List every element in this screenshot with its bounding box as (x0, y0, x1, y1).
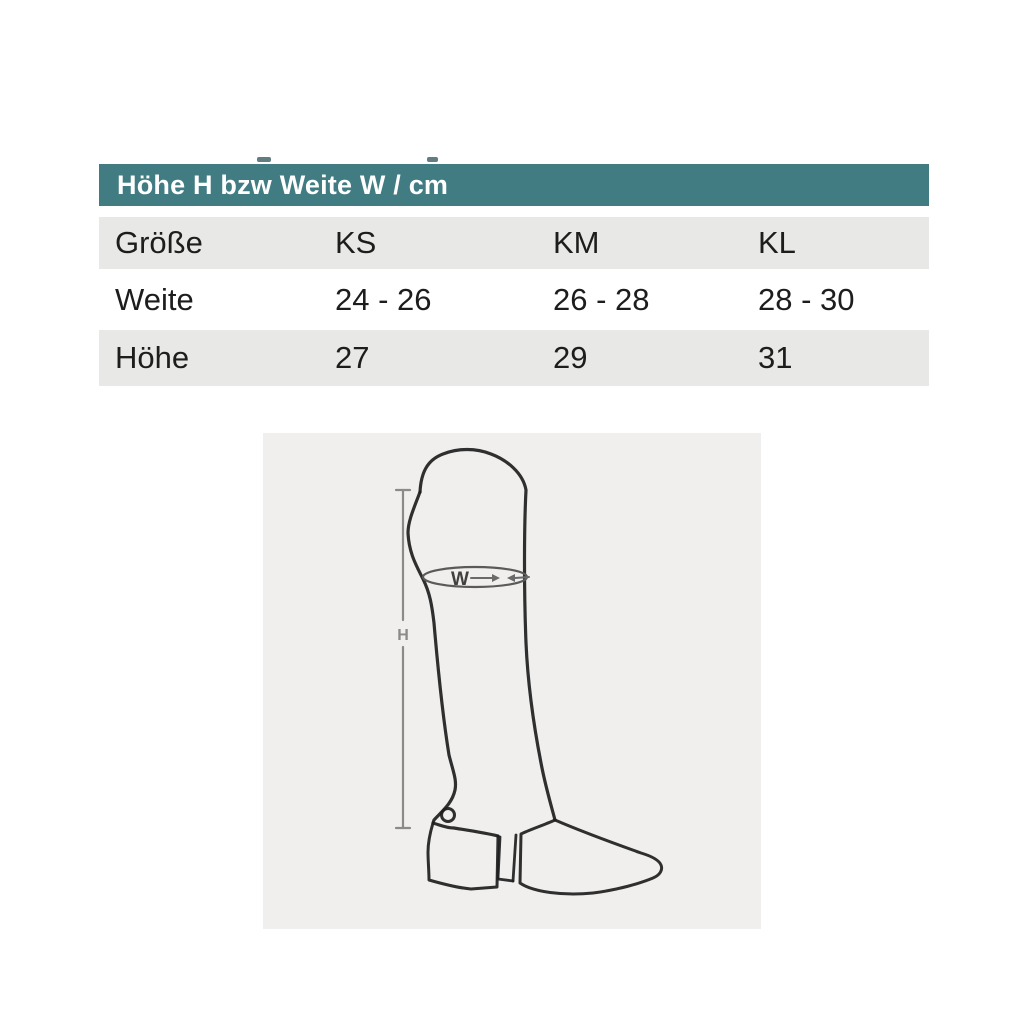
row-label: Größe (115, 225, 203, 260)
crop-artifact (427, 157, 438, 162)
elastic-strap (498, 837, 500, 878)
cell-size-kl: KL (758, 225, 796, 260)
cell-height-ks: 27 (335, 340, 370, 375)
cell-size-km: KM (553, 225, 600, 260)
cell-size-ks: KS (335, 225, 377, 260)
cell-width-ks: 24 - 26 (335, 281, 432, 317)
width-arrowhead-right (492, 574, 500, 582)
width-tick-line (515, 577, 529, 578)
row-label: Höhe (115, 340, 190, 375)
cell-height-km: 29 (553, 340, 588, 375)
width-arrowhead-left (507, 574, 515, 582)
cell-width-kl: 28 - 30 (758, 281, 855, 317)
table-row-sizes (99, 217, 929, 269)
elastic-strap (513, 835, 516, 881)
row-label: Weite (115, 281, 194, 317)
size-table-rows (99, 217, 929, 386)
size-table-title: Höhe H bzw Weite W / cm (117, 169, 449, 200)
width-label: W (451, 569, 469, 590)
boot-shaft-right (420, 450, 555, 821)
crop-artifact (257, 157, 271, 162)
measurement-diagram (263, 433, 761, 929)
height-label: H (397, 627, 409, 644)
size-table-header-bar (99, 164, 929, 206)
boot-outline (408, 450, 662, 894)
boot-shaft-left (408, 492, 498, 836)
table-row-width (99, 269, 929, 330)
cell-width-km: 26 - 28 (553, 281, 650, 317)
boot-diagram-icon (263, 433, 761, 929)
size-table (99, 164, 929, 386)
width-dimension (471, 574, 529, 582)
cell-height-kl: 31 (758, 340, 793, 375)
table-row-height (99, 330, 929, 386)
elastic-strap (498, 879, 513, 881)
snap-button (442, 809, 455, 822)
boot-foot (520, 820, 662, 894)
